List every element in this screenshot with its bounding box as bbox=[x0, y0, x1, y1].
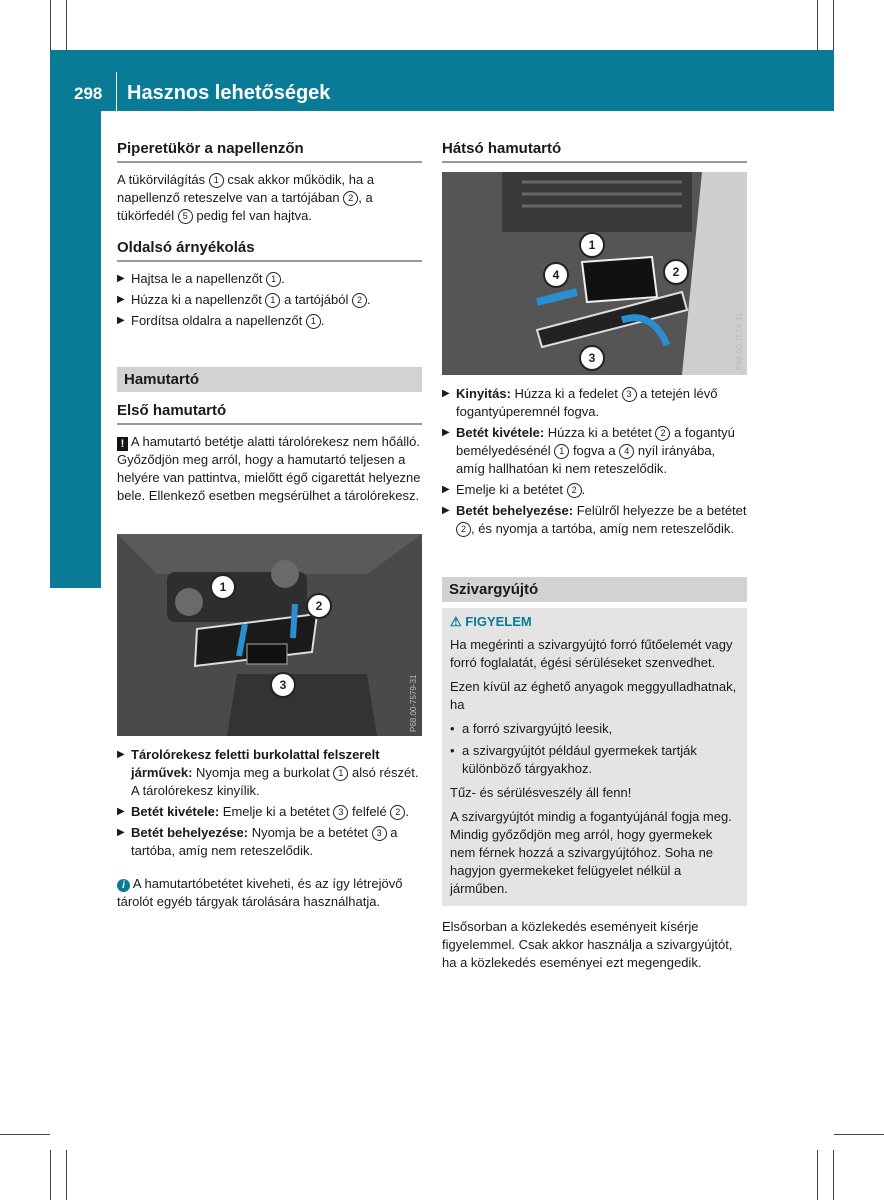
list-item: ▶ Betét kivétele: Húzza ki a betétet 2 a fogantyú bemélyedésénél 1 fogva a 4 nyíl irányába, amíg hallhatóan ki nem reteszelődik. bbox=[442, 424, 747, 478]
exclamation-icon: ! bbox=[117, 437, 128, 451]
paragraph: Ha megérinti a szivargyújtó forró fűtőelemét vagy forró foglalatát, égési sérüléseket szenvedhet. bbox=[450, 637, 733, 670]
paragraph: A szivargyújtót mindig a fogantyújánál fogja meg. Mindig győződjön meg arról, hogy gyermekek nem férnek hozzá a szivargyújtóhoz. Soha ne hagyjon gyermekeket felügyelet nélkül a járműben. bbox=[450, 809, 732, 896]
right-column-lower bbox=[442, 385, 747, 972]
bullet-item: • a szivargyújtót például gyermekek tartják különböző tárgyakhoz. bbox=[450, 743, 697, 776]
bullet-item: • a forró szivargyújtó leesik, bbox=[450, 721, 613, 736]
callout-1: 1 bbox=[579, 232, 605, 258]
crop-mark bbox=[50, 0, 51, 50]
crop-mark bbox=[833, 0, 834, 50]
sidebar-label: Tárolás és hasznos tudnivalók bbox=[68, 220, 93, 540]
crop-mark bbox=[50, 1150, 51, 1200]
figure-rear-ashtray bbox=[442, 172, 747, 375]
list-item: ▶ Betét kivétele: Emelje ki a betétet 3 felfelé 2 . bbox=[117, 803, 422, 821]
paragraph: Tűz- és sérülésveszély áll fenn! bbox=[450, 785, 632, 800]
page-title: Hasznos lehetőségek bbox=[127, 82, 331, 104]
callout-3: 3 bbox=[579, 345, 605, 371]
warning-box bbox=[442, 608, 747, 906]
callout-2: 2 bbox=[663, 259, 689, 285]
figure-code: P68.00-7579-31 bbox=[409, 674, 418, 732]
callout-1: 1 bbox=[210, 574, 236, 600]
page-number: 298 bbox=[74, 84, 103, 103]
callout-3: 3 bbox=[270, 672, 296, 698]
crop-mark bbox=[817, 1150, 818, 1200]
warning-header: ⚠ FIGYELEM bbox=[450, 614, 532, 629]
step-list bbox=[442, 385, 747, 538]
callout-4: 4 bbox=[543, 262, 569, 288]
crop-mark bbox=[0, 1134, 50, 1135]
list-item: ▶ Kinyitás: Húzza ki a fedelet 3 a tetején lévő fogantyúperemnél fogva. bbox=[442, 385, 747, 421]
list-item: ▶ Tárolórekesz feletti burkolattal felszerelt járművek: Nyomja meg a burkolat 1 alsó részét. A tárolórekesz kinyílik. bbox=[117, 746, 422, 800]
info-icon: i bbox=[117, 879, 130, 892]
callout-2: 2 bbox=[306, 593, 332, 619]
figure-code: P68.00-7574-31 bbox=[735, 312, 744, 370]
warning-note: ! A hamutartó betétje alatti tárolórekesz nem hőálló. Győződjön meg arról, hogy a hamutartó teljesen a helyére van pattintva, mielőtt égő cigarettát helyezne bele. Ellenkező esetben megsérülhet a tárolórekesz. bbox=[117, 434, 421, 503]
section-title: Hátsó hamutartó bbox=[442, 140, 747, 163]
header-divider bbox=[116, 72, 117, 111]
crop-mark bbox=[817, 0, 818, 50]
paragraph: Elsősorban a közlekedés eseményeit kísérje figyelemmel. Csak akkor használja a szivargyújtót, ha a közlekedés eseményei ezt megengedik. bbox=[442, 919, 733, 970]
section-title: Első hamutartó bbox=[117, 402, 422, 425]
crop-mark bbox=[833, 1150, 834, 1200]
section-band: Hamutartó bbox=[117, 367, 422, 392]
section-title: Piperetükör a napellenzőn bbox=[117, 140, 422, 163]
section-title: Oldalsó árnyékolás bbox=[117, 239, 422, 262]
info-note: i A hamutartóbetétet kiveheti, és az így létrejövő tárolót egyéb tárgyak tárolására használhatja. bbox=[117, 876, 403, 909]
step-list bbox=[117, 746, 422, 860]
crop-mark bbox=[66, 1150, 67, 1200]
left-column-lower bbox=[117, 746, 422, 911]
console-illustration bbox=[117, 534, 422, 736]
list-item: ▶ Húzza ki a napellenzőt 1 a tartójából 2 . bbox=[117, 291, 422, 309]
warning-triangle-icon: ⚠ bbox=[450, 614, 462, 629]
step-list bbox=[117, 270, 422, 330]
list-item: ▶ Betét behelyezése: Felülről helyezze be a betétet 2 , és nyomja a tartóba, amíg nem reteszelődik. bbox=[442, 502, 747, 538]
paragraph: Ezen kívül az éghető anyagok meggyulladhatnak, ha bbox=[450, 679, 737, 712]
left-column bbox=[117, 140, 422, 505]
crop-mark bbox=[834, 1134, 884, 1135]
list-item: ▶ Fordítsa oldalra a napellenzőt 1 . bbox=[117, 312, 422, 330]
section-band: Szivargyújtó bbox=[442, 577, 747, 602]
list-item: ▶ Hajtsa le a napellenzőt 1 . bbox=[117, 270, 422, 288]
figure-front-ashtray bbox=[117, 534, 422, 736]
right-column bbox=[442, 140, 747, 171]
crop-mark bbox=[66, 0, 67, 50]
list-item: ▶ Betét behelyezése: Nyomja be a betétet 3 a tartóba, amíg nem reteszelődik. bbox=[117, 824, 422, 860]
list-item: ▶ Emelje ki a betétet 2 . bbox=[442, 481, 747, 499]
paragraph: A tükörvilágítás 1 csak akkor működik, ha a napellenző reteszelve van a tartójában 2 , a tükörfedél 5 pedig fel van hajtva. bbox=[117, 172, 375, 223]
